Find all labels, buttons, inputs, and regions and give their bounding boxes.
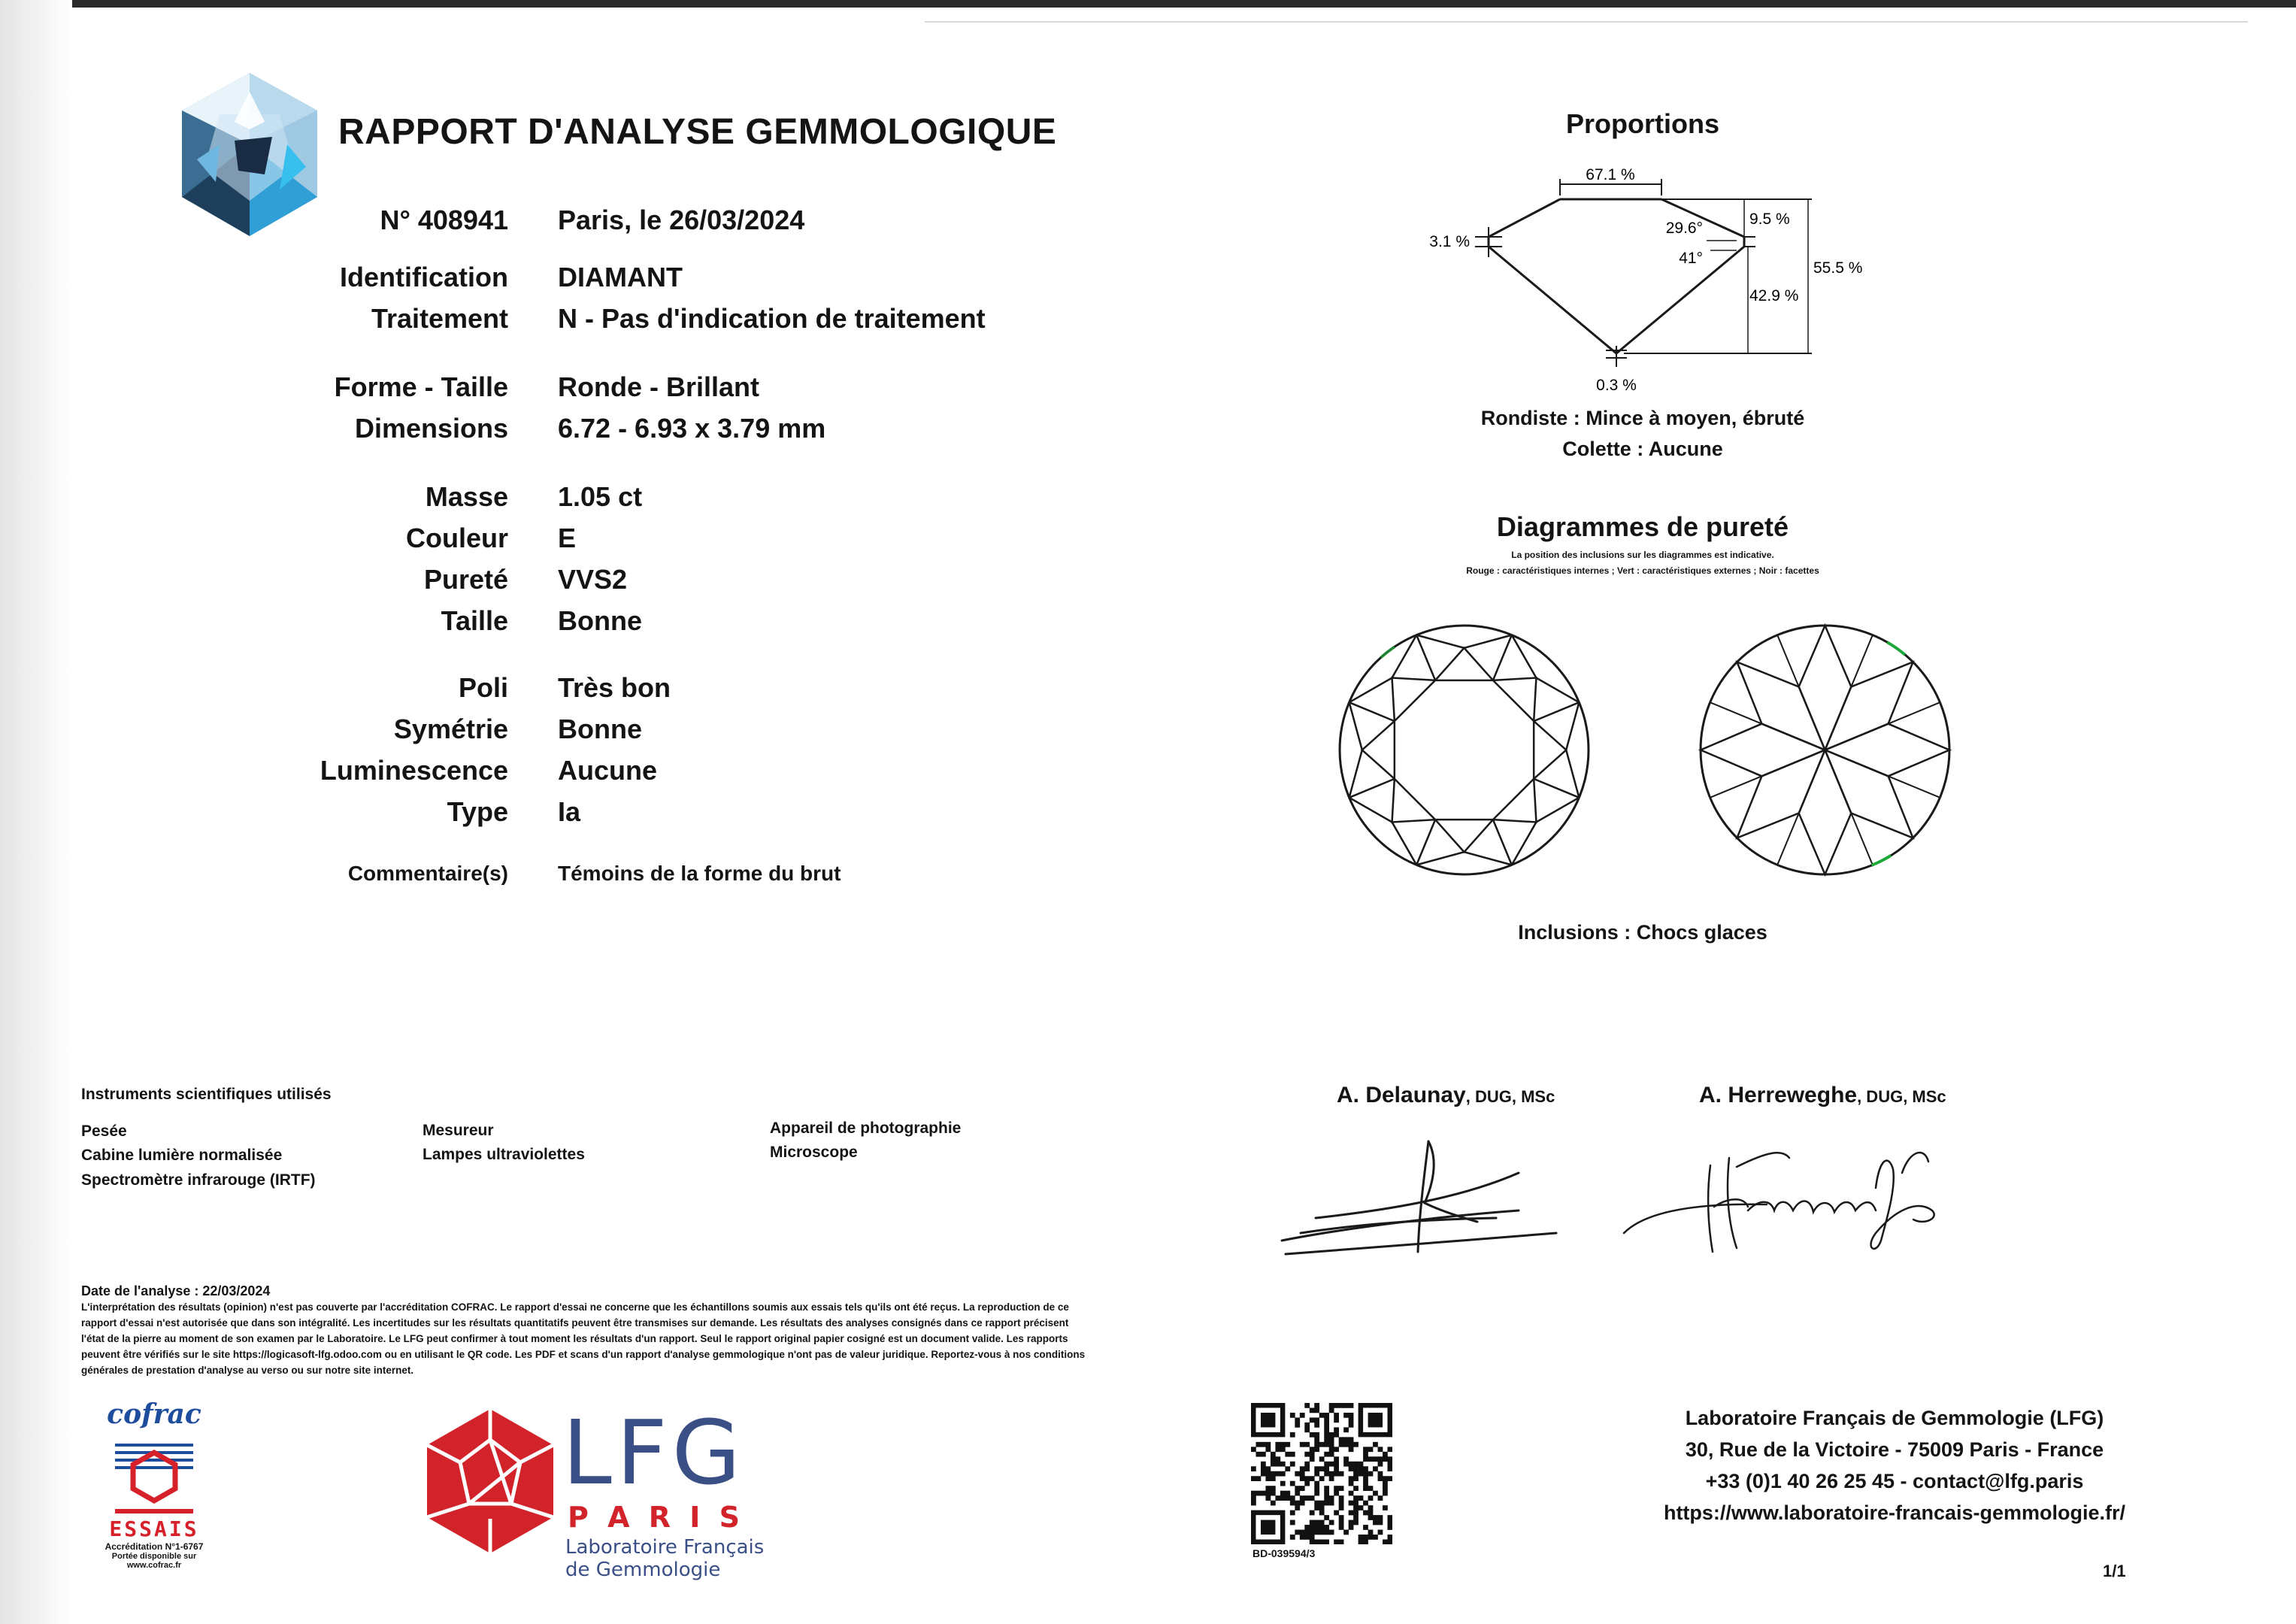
purity-note-1: La position des inclusions sur les diagrammes est indicative.: [1511, 550, 1774, 560]
field-label-taille: Taille: [441, 605, 508, 636]
cofrac-emblem-icon: [94, 1430, 214, 1516]
field-value-purete: VVS2: [558, 564, 628, 595]
prop-table: 67.1 %: [1586, 166, 1635, 183]
lab-name: Laboratoire Français de Gemmologie (LFG): [1685, 1407, 2104, 1429]
lab-contact: +33 (0)1 40 26 25 45 - contact@lfg.paris: [1705, 1470, 2084, 1492]
lfg-hexagon-icon: [423, 1406, 558, 1556]
instrument-item: Cabine lumière normalisée: [81, 1147, 283, 1164]
analysis-date: Date de l'analyse : 22/03/2024: [81, 1283, 271, 1298]
lfg-city: P A R I S: [568, 1501, 744, 1534]
cofrac-brand: cofrac: [107, 1398, 201, 1430]
prop-pavilion-angle: 41°: [1679, 250, 1703, 267]
instrument-item: Microscope: [770, 1144, 858, 1161]
field-value-symetrie: Bonne: [558, 714, 642, 744]
field-value-masse: 1.05 ct: [558, 481, 643, 512]
field-label-identification: Identification: [340, 262, 508, 292]
signature-2-icon: [1616, 1128, 1970, 1263]
cofrac-logo: [94, 1398, 214, 1570]
field-value-type: Ia: [558, 796, 581, 827]
signatory-2-degree: , DUG, MSc: [1857, 1087, 1946, 1106]
instruments-title: Instruments scientifiques utilisés: [81, 1086, 332, 1103]
prop-colette: Colette : Aucune: [1562, 438, 1723, 460]
lfg-line1: Laboratoire Français: [565, 1536, 765, 1559]
field-value-identification: DIAMANT: [558, 262, 683, 292]
top-rule: [925, 21, 2248, 23]
field-label-purete: Pureté: [423, 564, 508, 595]
signatory-2-name: A. Herreweghe: [1699, 1083, 1858, 1107]
instrument-item: Pesée: [81, 1123, 127, 1140]
purity-title: Diagrammes de pureté: [1496, 511, 1789, 542]
instrument-item: Lampes ultraviolettes: [423, 1146, 585, 1163]
field-label-type: Type: [447, 796, 508, 827]
purity-inclusions: Inclusions : Chocs glaces: [1518, 921, 1767, 944]
purity-diagram-crown: [1334, 620, 1594, 880]
prop-pavilion-depth: 42.9 %: [1749, 287, 1799, 304]
instrument-item: Spectromètre infrarouge (IRTF): [81, 1171, 316, 1189]
field-label-symetrie: Symétrie: [393, 714, 508, 744]
field-value-forme: Ronde - Brillant: [558, 371, 759, 402]
signatory-1: [1337, 1083, 1555, 1108]
purity-note-2: Rouge : caractéristiques internes ; Vert : caractéristiques externes ; Noir : facettes: [1466, 565, 1819, 576]
field-value-taille: Bonne: [558, 605, 642, 636]
proportions-diagram: [1413, 165, 1880, 406]
scan-edge: [0, 0, 72, 1624]
lfg-letters: LFG: [562, 1401, 746, 1504]
field-label-masse: Masse: [425, 481, 508, 512]
field-value-traitement: N - Pas d'indication de traitement: [558, 303, 986, 334]
field-label-traitement: Traitement: [371, 303, 508, 334]
qr-code-icon: [1251, 1403, 1392, 1544]
instrument-item: Mesureur: [423, 1122, 494, 1139]
field-value-couleur: E: [558, 523, 577, 553]
cofrac-site: www.cofrac.fr: [126, 1561, 182, 1570]
field-value-luminescence: Aucune: [558, 755, 658, 786]
field-value-poli: Très bon: [558, 672, 671, 703]
prop-crown-height: 9.5 %: [1749, 211, 1790, 228]
field-label-forme: Forme - Taille: [334, 371, 508, 402]
top-border: [0, 0, 2296, 8]
field-label-commentaires: Commentaire(s): [347, 862, 508, 885]
legal-text: L'interprétation des résultats (opinion) n'est pas couverte par l'accréditation COFRAC. Le rapport d'essai ne concerne que les échantillons soumis aux essais tels qu'ils ont été reçus. La reproduction de ce rapport d'essai n'est autorisée que dans son intégralité. Les incertitudes sur les résultats quantitatifs peuvent être transmises sur demande. Les résultats des analyses consignés dans ce rapport précisent l'état de la pierre au moment de son examen par le Laboratoire. Le LFG peut confirmer à tout moment les résultats d'un rapport. Seul le rapport original papier cosigné est un document valide. Les rapports peuvent être vérifiés sur le site https://logicasoft-lfg.odoo.com ou en utilisant le QR code. Les PDF et scans d'un rapport d'analyse gemmologique n'ont pas de valeur juridique. Reportez-vous à nos conditions générales de prestation d'analyse au verso ou sur notre site internet.: [81, 1301, 1086, 1376]
prop-rondiste: Rondiste : Mince à moyen, ébruté: [1480, 407, 1805, 429]
lab-website: https://www.laboratoire-francais-gemmologie.fr/: [1663, 1501, 2126, 1524]
signatory-1-degree: , DUG, MSc: [1465, 1087, 1555, 1106]
signatory-1-name: A. Delaunay: [1337, 1083, 1466, 1107]
field-label-poli: Poli: [458, 672, 508, 703]
lab-address: 30, Rue de la Victoire - 75009 Paris - France: [1685, 1438, 2104, 1461]
report-number: N° 408941: [380, 205, 508, 235]
signatory-2: [1699, 1083, 1946, 1108]
page-number: 1/1: [2103, 1562, 2126, 1580]
field-value-dimensions: 6.72 - 6.93 x 3.79 mm: [558, 413, 826, 444]
field-label-couleur: Couleur: [405, 523, 508, 553]
instrument-item: Appareil de photographie: [770, 1120, 962, 1137]
report-place-date: Paris, le 26/03/2024: [558, 205, 805, 235]
prop-crown-angle: 29.6°: [1665, 220, 1703, 237]
signature-1-icon: [1271, 1128, 1571, 1271]
proportions-title: Proportions: [1566, 108, 1719, 139]
prop-culet: 0.3 %: [1596, 377, 1637, 394]
purity-diagram-pavilion: [1695, 620, 1955, 880]
legal-block: [81, 1283, 1089, 1378]
qr-code-id: BD-039594/3: [1253, 1547, 1316, 1559]
cofrac-essais: ESSAIS: [109, 1516, 199, 1541]
prop-total-depth: 55.5 %: [1813, 259, 1863, 277]
field-label-luminescence: Luminescence: [320, 755, 508, 786]
lab-address-block: [1631, 1402, 2158, 1529]
cofrac-accreditation: Accréditation N°1-6767: [105, 1541, 204, 1552]
field-value-commentaires: Témoins de la forme du brut: [558, 862, 841, 885]
prop-girdle: 3.1 %: [1429, 233, 1470, 250]
report-title: RAPPORT D'ANALYSE GEMMOLOGIQUE: [338, 112, 1057, 152]
cofrac-portee: Portée disponible sur: [111, 1552, 197, 1561]
lfg-line2: de Gemmologie: [565, 1559, 721, 1581]
field-label-dimensions: Dimensions: [354, 413, 508, 444]
